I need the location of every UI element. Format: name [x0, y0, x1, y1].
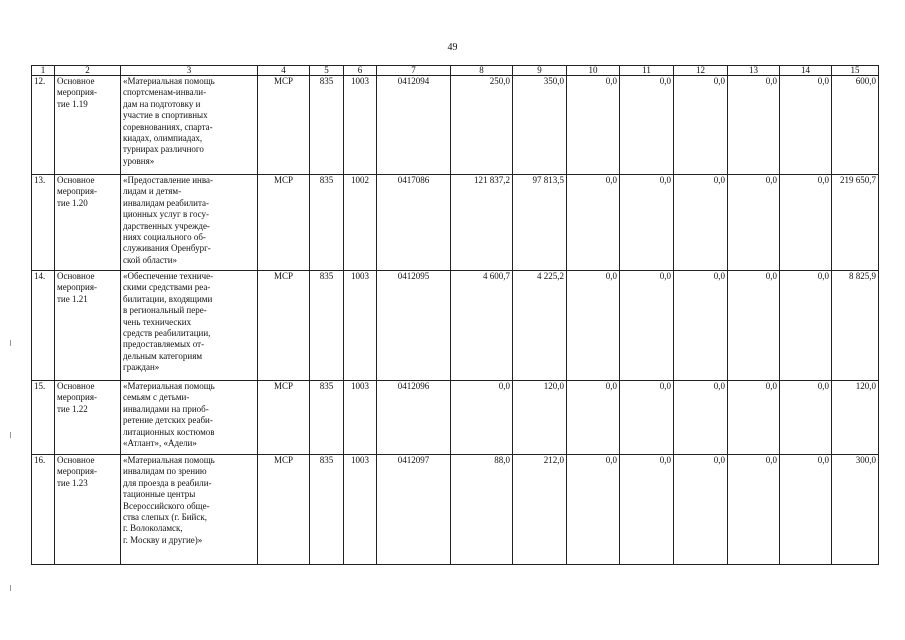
measure-type: Основное мероприя- тие 1.23 — [55, 455, 121, 565]
amount-col-13: 0,0 — [728, 381, 780, 455]
amount-col-12: 0,0 — [674, 455, 728, 565]
amount-col-8: 0,0 — [451, 381, 513, 455]
column-header: 8 — [451, 66, 513, 76]
amount-col-8: 4 600,7 — [451, 271, 513, 381]
target-article-code: 0412096 — [377, 381, 451, 455]
section-code: 1003 — [344, 271, 377, 381]
amount-col-13: 0,0 — [728, 271, 780, 381]
grbs-code: 835 — [310, 271, 344, 381]
amount-col-11: 0,0 — [620, 175, 674, 271]
table-row — [32, 381, 879, 455]
amount-col-12: 0,0 — [674, 175, 728, 271]
amount-total: 300,0 — [832, 455, 879, 565]
section-code: 1003 — [344, 455, 377, 565]
row-number: 12. — [32, 76, 55, 175]
column-header: 9 — [513, 66, 567, 76]
amount-col-9: 212,0 — [513, 455, 567, 565]
table-row — [32, 455, 879, 565]
table-row — [32, 76, 879, 175]
amount-col-9: 350,0 — [513, 76, 567, 175]
column-header: 4 — [258, 66, 310, 76]
amount-total: 600,0 — [832, 76, 879, 175]
measure-type: Основное мероприя- тие 1.22 — [55, 381, 121, 455]
target-article-code: 0417086 — [377, 175, 451, 271]
section-code: 1003 — [344, 381, 377, 455]
amount-col-14: 0,0 — [780, 455, 832, 565]
amount-col-8: 250,0 — [451, 76, 513, 175]
margin-mark — [10, 340, 11, 346]
column-header: 1 — [32, 66, 55, 76]
amount-col-12: 0,0 — [674, 271, 728, 381]
amount-col-10: 0,0 — [567, 76, 620, 175]
amount-col-14: 0,0 — [780, 76, 832, 175]
column-header: 2 — [55, 66, 121, 76]
measure-description: «Предоставление инва- лидам и детям- инвалидам реабилита- ционных услуг в госу- дарственных учрежде- ниях социального об- служивания Оренбург- ской области» — [121, 175, 258, 271]
grbs-code: 835 — [310, 175, 344, 271]
amount-col-14: 0,0 — [780, 271, 832, 381]
amount-col-14: 0,0 — [780, 175, 832, 271]
agency-code: МСР — [258, 76, 310, 175]
amount-col-8: 121 837,2 — [451, 175, 513, 271]
measure-type: Основное мероприя- тие 1.21 — [55, 271, 121, 381]
row-number: 13. — [32, 175, 55, 271]
amount-col-13: 0,0 — [728, 175, 780, 271]
amount-col-8: 88,0 — [451, 455, 513, 565]
section-code: 1002 — [344, 175, 377, 271]
row-number: 16. — [32, 455, 55, 565]
row-number: 15. — [32, 381, 55, 455]
amount-col-10: 0,0 — [567, 455, 620, 565]
measure-description: «Материальная помощь семьям с детьми- инвалидами на приоб- ретение детских реаби- литационных костюмов «Атлант», «Адели» — [121, 381, 258, 455]
agency-code: МСР — [258, 271, 310, 381]
agency-code: МСР — [258, 455, 310, 565]
amount-col-10: 0,0 — [567, 271, 620, 381]
amount-col-9: 97 813,5 — [513, 175, 567, 271]
section-code: 1003 — [344, 76, 377, 175]
target-article-code: 0412094 — [377, 76, 451, 175]
column-header: 3 — [121, 66, 258, 76]
amount-col-11: 0,0 — [620, 271, 674, 381]
margin-mark — [10, 585, 11, 591]
measure-description: «Обеспечение техниче- скими средствами реа- билитации, входящими в региональный пере- чень технических средств реабилитации, предоставляемых от- дельным категориям граждан» — [121, 271, 258, 381]
amount-total: 219 650,7 — [832, 175, 879, 271]
column-header: 11 — [620, 66, 674, 76]
amount-col-10: 0,0 — [567, 381, 620, 455]
amount-total: 8 825,9 — [832, 271, 879, 381]
amount-col-13: 0,0 — [728, 455, 780, 565]
page-number: 49 — [447, 42, 458, 53]
program-measures-table — [31, 65, 879, 565]
amount-total: 120,0 — [832, 381, 879, 455]
column-header: 12 — [674, 66, 728, 76]
grbs-code: 835 — [310, 381, 344, 455]
table-row — [32, 175, 879, 271]
measure-description: «Материальная помощь инвалидам по зрению для проезда в реабили- тационные центры Всероссийского обще- ства слепых (г. Бийск, г. Волоколамск, г. Москву и другие)» — [121, 455, 258, 565]
column-header: 7 — [377, 66, 451, 76]
column-header: 10 — [567, 66, 620, 76]
grbs-code: 835 — [310, 76, 344, 175]
amount-col-13: 0,0 — [728, 76, 780, 175]
amount-col-9: 4 225,2 — [513, 271, 567, 381]
agency-code: МСР — [258, 381, 310, 455]
header-row — [32, 66, 879, 76]
amount-col-9: 120,0 — [513, 381, 567, 455]
amount-col-12: 0,0 — [674, 381, 728, 455]
amount-col-11: 0,0 — [620, 455, 674, 565]
column-header: 14 — [780, 66, 832, 76]
amount-col-11: 0,0 — [620, 76, 674, 175]
measure-type: Основное мероприя- тие 1.20 — [55, 175, 121, 271]
target-article-code: 0412095 — [377, 271, 451, 381]
amount-col-11: 0,0 — [620, 381, 674, 455]
column-header: 15 — [832, 66, 879, 76]
table-row — [32, 271, 879, 381]
measure-description: «Материальная помощь спортсменам-инвали- дам на подготовку и участие в спортивных соревнованиях, спарта- киадах, олимпиадах, турнирах различного уровня» — [121, 76, 258, 175]
margin-mark — [10, 432, 11, 438]
amount-col-12: 0,0 — [674, 76, 728, 175]
column-header: 5 — [310, 66, 344, 76]
measure-type: Основное мероприя- тие 1.19 — [55, 76, 121, 175]
target-article-code: 0412097 — [377, 455, 451, 565]
amount-col-10: 0,0 — [567, 175, 620, 271]
agency-code: МСР — [258, 175, 310, 271]
row-number: 14. — [32, 271, 55, 381]
amount-col-14: 0,0 — [780, 381, 832, 455]
column-header: 6 — [344, 66, 377, 76]
grbs-code: 835 — [310, 455, 344, 565]
column-header: 13 — [728, 66, 780, 76]
